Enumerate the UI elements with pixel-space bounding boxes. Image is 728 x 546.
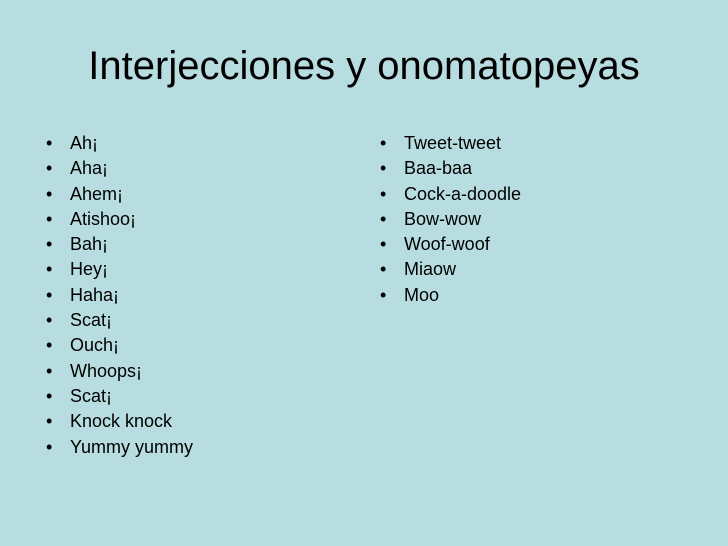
list-item [46,131,193,156]
list-item-text: Atishoo¡ [70,208,137,229]
bullet-icon: • [46,436,53,457]
bullet-icon: • [380,133,387,153]
list-item [380,131,521,156]
right-bullet-list [380,131,521,308]
bullet-icon: • [46,284,53,305]
bullet-icon: • [380,183,387,204]
bullet-icon: • [380,284,387,305]
list-item [46,182,193,207]
list-item [46,232,193,257]
slide-title: Interjecciones y onomatopeyas [88,44,640,88]
list-item-text: Cock-a-doodle [404,183,522,204]
list-item [380,232,521,257]
list-item [46,333,193,358]
list-item-text: Scat¡ [70,385,113,406]
bullet-icon: • [46,360,53,381]
list-item-text: Scat¡ [70,310,113,331]
list-item-text: Miaow [404,259,457,280]
list-item [380,182,521,207]
bullet-icon: • [46,133,53,153]
list-item [46,257,193,282]
list-item-text: Bah¡ [70,234,109,255]
list-item-text: Knock knock [70,411,173,432]
bullet-icon: • [380,208,387,229]
bullet-icon: • [46,310,53,331]
list-item-text: Ahem¡ [70,183,124,204]
bullet-icon: • [46,183,53,204]
bullet-icon: • [46,385,53,406]
bullet-icon: • [380,234,387,255]
bullet-icon: • [46,335,53,356]
list-item-text: Yummy yummy [70,436,194,457]
bullet-icon: • [380,158,387,179]
list-item [46,207,193,232]
list-item-text: Tweet-tweet [404,133,502,153]
list-item [380,257,521,282]
list-item-text: Baa-baa [404,158,473,179]
list-item [46,359,193,384]
list-item-text: Aha¡ [70,158,109,179]
list-item [380,156,521,181]
list-item [380,283,521,308]
list-item-text: Ouch¡ [70,335,120,356]
list-item-text: Hey¡ [70,259,109,280]
left-bullet-list [46,131,193,460]
bullet-icon: • [46,259,53,280]
list-item-text: Bow-wow [404,208,482,229]
list-item [46,384,193,409]
list-item-text: Moo [404,284,440,305]
bullet-icon: • [46,208,53,229]
list-item-text: Ah¡ [70,133,99,153]
list-item [46,308,193,333]
bullet-icon: • [46,234,53,255]
list-item [380,207,521,232]
bullet-icon: • [380,259,387,280]
list-item-text: Haha¡ [70,284,120,305]
list-item [46,156,193,181]
bullet-icon: • [46,411,53,432]
list-item-text: Whoops¡ [70,360,143,381]
list-item [46,409,193,434]
list-item [46,435,193,460]
bullet-icon: • [46,158,53,179]
list-item [46,283,193,308]
list-item-text: Woof-woof [404,234,490,255]
